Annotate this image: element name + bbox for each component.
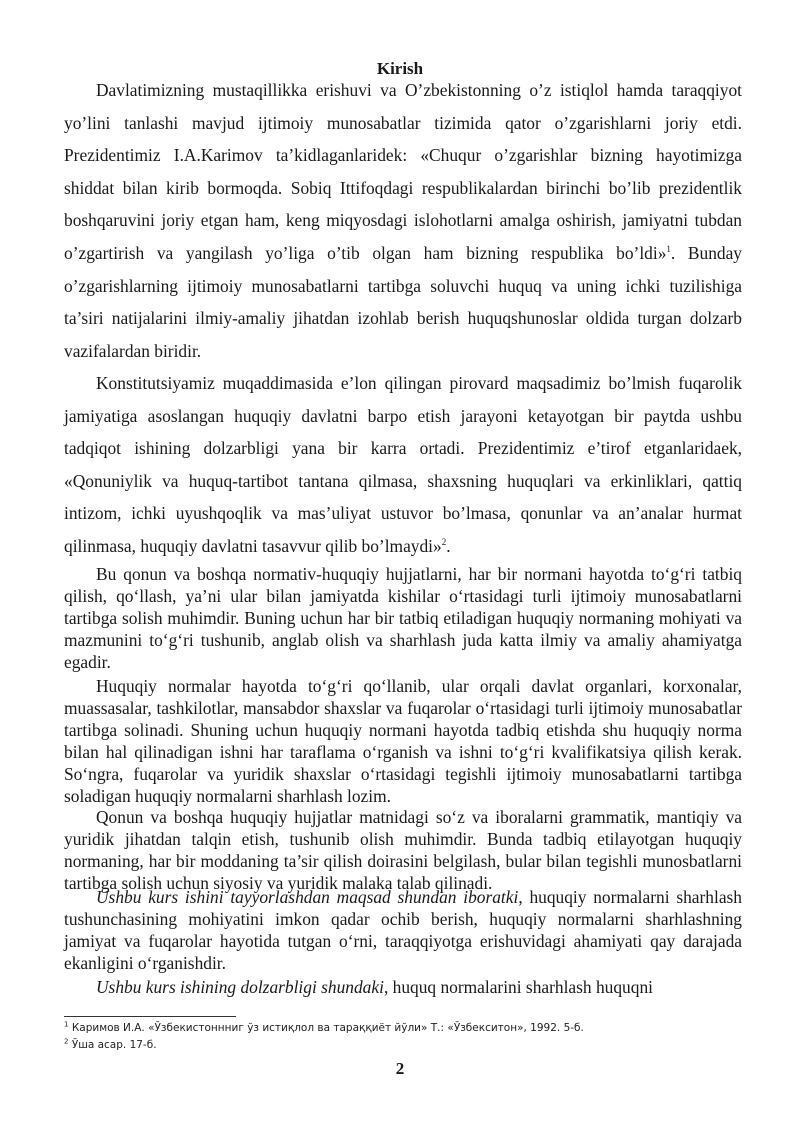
footnote-mark: 1 — [64, 1020, 69, 1029]
paragraph-constitution — [64, 367, 742, 563]
section-title: Kirish — [376, 59, 424, 78]
relevance-lead: Ushbu kurs ishining dolzarbligi shundaki — [96, 977, 384, 997]
paragraph-text: , huquq normalarini sharhlash huquqni — [383, 977, 653, 997]
purpose-lead: Ushbu kurs ishini tayyorlashdan maqsad shundan iboratki — [96, 887, 519, 907]
paragraph-interpretation: Qonun va boshqa huquqiy hujjatlar matnidagi so‘z va iboralarni grammatik, mantiqiy va yuridik jihatdan talqin etish, tushunib olish muhimdir. Bunda tadbiq etilayotgan huquqiy normaning, har bir moddaning ta’sir qilish doirasini belgilash, bular bilan tegishli munosbatlarni tartibga solish uchun siyosiy va yuridik malaka talab qilinadi. — [64, 807, 742, 894]
footnote-mark: 2 — [64, 1037, 69, 1046]
footnote-2 — [64, 1038, 744, 1052]
paragraph-text: , huquqiy normalarni sharhlash tushunchasining mohiyatini imkon qadar ochib berish, huquqiy normalarni sharhlashning jamiyat va fuqarolar hayotida tutgan o‘rni, taraqqiyotga erishuvidagi ahamiyati qay darajada ekanligini o‘rganishdir. — [64, 887, 742, 974]
paragraph-text: . — [446, 535, 451, 556]
footnote-separator — [64, 1016, 236, 1017]
paragraph-purpose — [64, 886, 742, 974]
page-number: 2 — [395, 1059, 405, 1078]
paragraph-text: Konstitutsiyamiz muqaddimasida e’lon qilingan pirovard maqsadimiz bo’lmish fuqarolik jamiyatiga asoslangan huquqiy davlatni barpo etish jarayoni ketayotgan bir paytda ushbu tadqiqot ishining dolzarbligi yana bir karra ortadi. Prezidentimiz e’tirof etganlaridaek, «Qonuniylik va huquq-tartibot tantana qilmasa, shaxsning huquqlari va erkinliklari, qattiq intizom, ichki uyushqoqlik va mas’uliyat ustuvor bo’lmasa, qonunlar va an’analar hurmat qilinmasa, huquqiy davlatni tasavvur qilib bo’lmaydi» — [64, 373, 742, 556]
paragraph-relevance — [64, 976, 742, 998]
paragraph-text: Davlatimizning mustaqillikka erishuvi va O’zbekistonning o’z istiqlol hamda taraqqiyot yo’lini tanlashi mavjud ijtimoiy munosabatlar tizimida qator o’zgarishlarni joriy etdi. Prezidentimiz I.A.Karimov ta’kidlaganlaridek: «Chuqur o’zgarishlar bizning hayotimizga shiddat bilan kirib bormoqda. Sobiq Ittifoqdagi respublikalardan birinchi bo’lib prezidentlik boshqaruvini joriy etgan ham, keng miqyosdagi islohotlarni amalga oshirish, jamiyatni tubdan o’zgartirish va yangilash yo’liga o’tib olgan ham bizning respublika bo’ldi» — [64, 80, 742, 263]
paragraph-text: . Bunday o’zgarishlarning ijtimoiy munosabatlarni tartibga soluvchi huquq va uning ichki tuzilishiga ta’siri natijalarini ilmiy-amaliy jihatdan izohlab berish huquqshunoslar oldida turgan dolzarb vazifalardan biridir. — [64, 242, 742, 361]
footnote-ref-2[interactable]: 2 — [441, 537, 447, 548]
paragraph-legal-norms: Huquqiy normalar hayotda to‘g‘ri qo‘llanib, ular orqali davlat organlari, korxonalar, muassasalar, tashkilotlar, mansabdor shaxslar va fuqarolar o‘rtasidagi turli ijtimoiy munosabatlar tartibga solinadi. Shuning uchun huquqiy normani hayotda tadbiq etishda shu huquqiy norma bilan hal qilinadigan ishni har taraflama o‘rganish va ishni to‘g‘ri kvalifikatsiya qilish kerak. So‘ngra, fuqarolar va yuridik shaxslar o‘rtasidagi tegishli ijtimoiy munosabatlarni tartibga soladigan huquqiy normalarni sharhlash lozim. — [64, 676, 742, 807]
footnote-text: Каримов И.А. «Ўзбекистоннниг ўз истиқлол ва тараққиёт йўли» Т.: «Ўзбекситон», 1992. 5-б. — [71, 1022, 584, 1034]
footnote-text: Ўша асар. 17-б. — [71, 1039, 157, 1051]
paragraph-intro — [64, 74, 742, 367]
paragraph-application: Bu qonun va boshqa normativ-huquqiy hujjatlarni, har bir normani hayotda to‘g‘ri tatbiq qilish, qo‘llash, ya’ni ular bilan jamiyatda kishilar o‘rtasidagi turli ijtimoiy munosabatlarni tartibga solish muhimdir. Buning uchun har bir tatbiq etiladigan huquqiy normaning mohiyati va mazmunini to‘g‘ri tushunib, anglab olish va sharhlash juda katta ilmiy va amaliy ahamiyatga egadir. — [64, 564, 742, 673]
footnote-ref-1[interactable]: 1 — [666, 244, 671, 255]
footnote-1 — [64, 1021, 744, 1035]
